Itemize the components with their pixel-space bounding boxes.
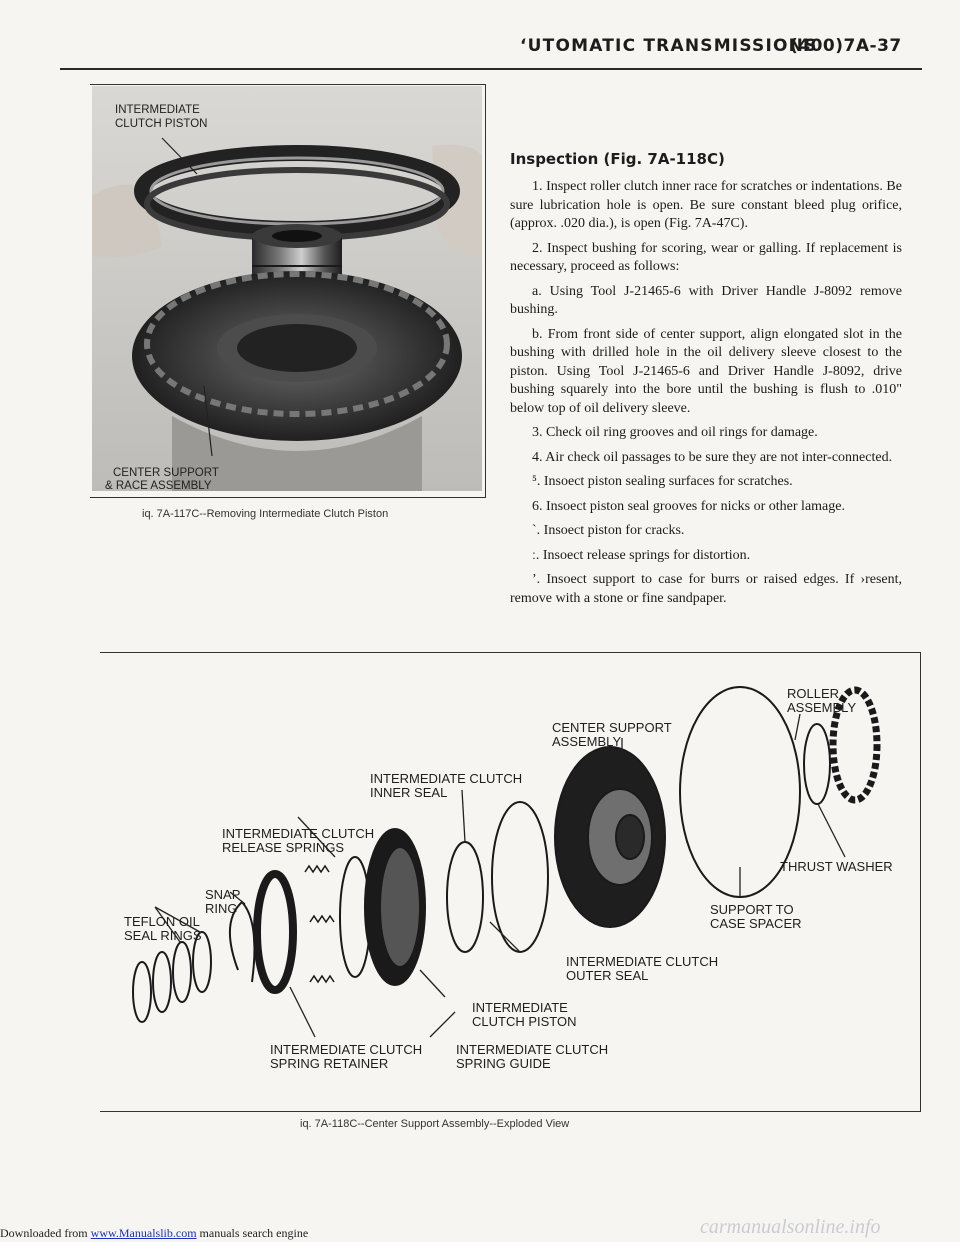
inspection-step-9: ʼ. Insoect support to case for burrs or raised edges. If ›resent, remove with a stone or fine sandpaper. [510,572,902,606]
exploded-view-caption: iq. 7A-118C--Center Support Assembly--Exploded View [300,1118,570,1130]
footer-suffix: manuals search engine [196,1226,309,1240]
label-snap-ring-2: RING [205,901,238,916]
label-spring-guide-1: INTERMEDIATE CLUTCH [456,1042,609,1057]
label-teflon-rings-2: SEAL RINGS [124,928,202,943]
label-outer-seal-2: OUTER SEAL [566,968,649,983]
inspection-step-8: ː. Insoect release springs for distortion. [532,547,751,563]
inspection-heading: Inspection (Fig. 7A-118C) [510,150,725,168]
label-center-support-assembly-1: CENTER SUPPORT [552,720,672,735]
inspection-step-2b: b. From front side of center support, align elongated slot in the bushing with drilled hole in the oil delivery sleeve closest to the piston. Using Tool J-21465-6 and Driver Handle J-8092, drive bushing squarely into the bore until the bushing is flush to .010" below top of oil delivery sleeve. [510,326,902,416]
label-inner-seal-2: INNER SEAL [370,785,448,800]
inspection-step-1: 1. Inspect roller clutch inner race for scratches or indentations. Be sure lubrication hole is open. Be sure constant bleed plug orifice, (approx. .020 dia.), is open (Fig. 7A-47C). [510,179,902,231]
photo-caption: iq. 7A-117C--Removing Intermediate Clutch Piston [142,508,389,520]
label-release-springs-2: RELEASE SPRINGS [222,840,345,855]
label-piston-1: INTERMEDIATE [472,1000,568,1015]
label-release-springs-1: INTERMEDIATE CLUTCH [222,826,375,841]
inspection-body [510,178,902,608]
label-intermediate-clutch-piston-2: CLUTCH PISTON [115,118,208,130]
label-piston-2: CLUTCH PISTON [472,1014,577,1029]
label-inner-seal-1: INTERMEDIATE CLUTCH [370,771,523,786]
inspection-step-6: 6. Insoect piston seal grooves for nicks or other lamage. [532,498,845,514]
header-rule [60,68,922,70]
inspection-step-3: 3. Check oil ring grooves and oil rings for damage. [532,425,818,440]
label-spring-retainer-2: SPRING RETAINER [270,1056,389,1071]
label-teflon-rings-1: TEFLON OIL [124,914,200,929]
footer-prefix: Downloaded from [0,1226,91,1240]
label-center-support-1: CENTER SUPPORT [113,467,219,479]
download-footer [0,1226,308,1241]
label-spacer-1: SUPPORT TO [710,902,794,917]
clutch-piston-photo [92,86,482,491]
label-roller-1: ROLLER [787,686,840,701]
label-snap-ring-1: SNAP [205,887,241,902]
page-number: (400)7A-37 [790,36,902,56]
manualslib-link[interactable]: www.Manualslib.com [90,1226,197,1240]
inspection-step-5: ⁵. Insoect piston sealing surfaces for scratches. [532,474,793,489]
label-spring-guide-2: SPRING GUIDE [456,1056,551,1071]
inspection-step-4: 4. Air check oil passages to be sure they are not inter-connected. [532,449,893,465]
label-center-support-2: & RACE ASSEMBLY [105,480,212,492]
running-header-title: ‘UTOMATIC TRANSMISSIONS [520,36,818,56]
label-roller-2: ASSEMBLY [787,700,857,715]
watermark-text: carmanualsonline.info [700,1216,881,1238]
label-spacer-2: CASE SPACER [710,916,802,931]
inspection-step-2: 2. Inspect bushing for scoring, wear or galling. If replacement is necessary, proceed as follows: [510,240,902,274]
label-spring-retainer-1: INTERMEDIATE CLUTCH [270,1042,423,1057]
label-center-support-assembly-2: ASSEMBLY [552,734,622,749]
label-thrust-washer: THRUST WASHER [780,859,893,874]
inspection-step-2a: a. Using Tool J-21465-6 with Driver Handle J-8092 remove bushing. [510,283,902,317]
label-outer-seal-1: INTERMEDIATE CLUTCH [566,954,719,969]
label-intermediate-clutch-piston-1: INTERMEDIATE [115,104,200,116]
inspection-step-7: `. Insoect piston for cracks. [532,523,685,538]
